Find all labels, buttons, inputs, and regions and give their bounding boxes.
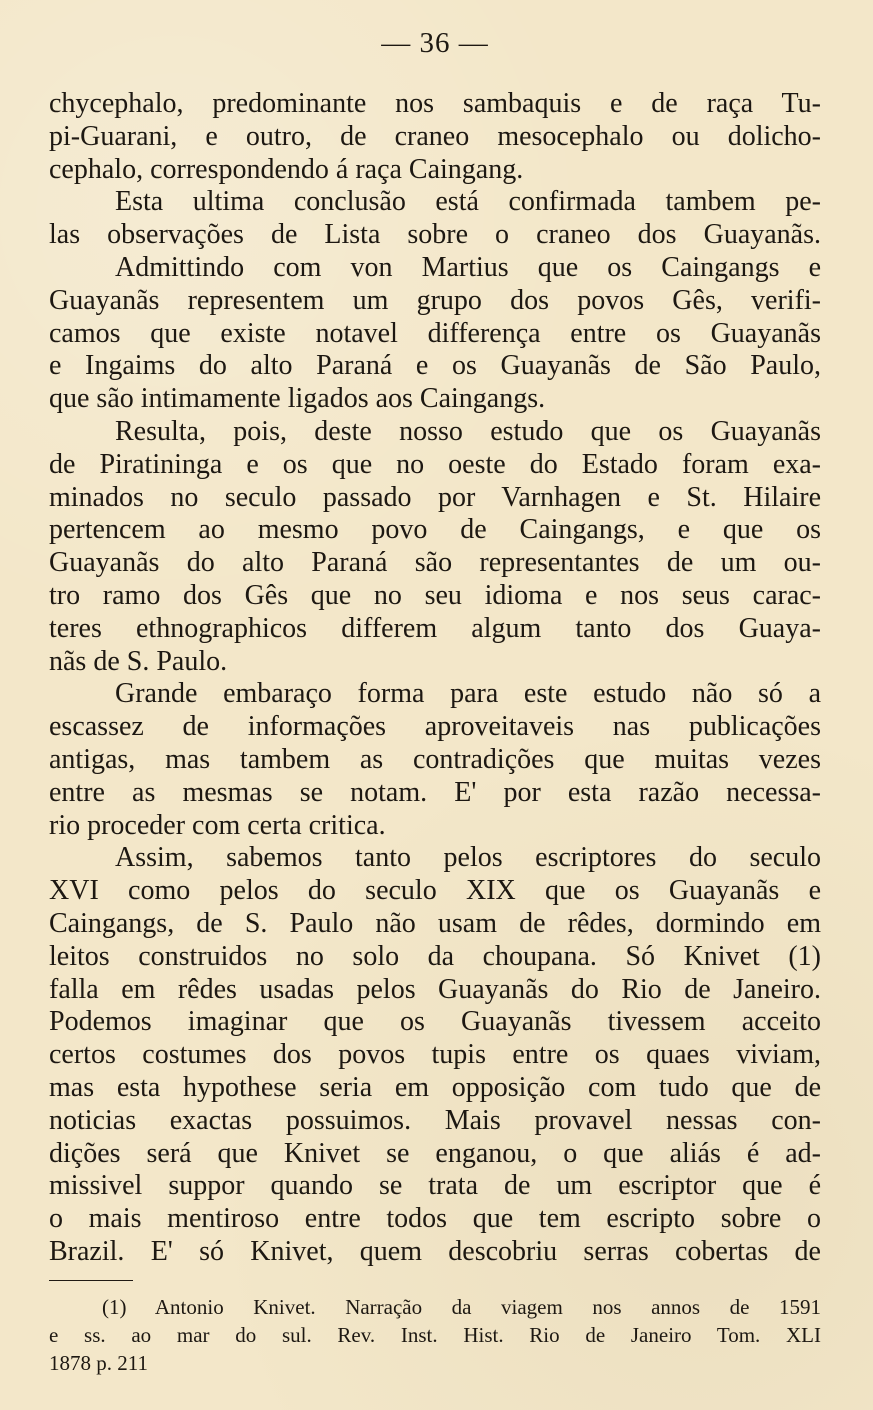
body-line: Admittindo com von Martius que os Caingangs e (115, 251, 821, 283)
body-line: de Piratininga e os que no oeste do Estado foram exa- (49, 448, 821, 480)
body-line: cephalo, correspondendo á raça Caingang. (49, 153, 524, 185)
body-line: rio proceder com certa critica. (49, 809, 386, 841)
body-line: certos costumes dos povos tupis entre os quaes viviam, (49, 1039, 821, 1071)
body-line: tro ramo dos Gês que no seu idioma e nos seus carac- (49, 579, 821, 611)
body-line: entre as mesmas se notam. E' por esta razão necessa- (49, 776, 821, 808)
body-line: pertencem ao mesmo povo de Caingangs, e que os (49, 514, 821, 546)
footnotes (49, 1293, 821, 1377)
footnote-line: (1) Antonio Knivet. Narração da viagem nos annos de 1591 (102, 1294, 821, 1319)
body-line: o mais mentiroso entre todos que tem escripto sobre o (49, 1203, 821, 1235)
body-line: teres ethnographicos differem algum tanto dos Guaya- (49, 612, 821, 644)
body-line: Caingangs, de S. Paulo não usam de rêdes, dormindo em (49, 907, 821, 939)
body-line: que são intimamente ligados aos Caingangs. (49, 383, 546, 415)
footnote-line: 1878 p. 211 (49, 1350, 148, 1375)
body-line: Guayanãs do alto Paraná são representantes de um ou- (49, 547, 821, 579)
body-line: minados no seculo passado por Varnhagen e St. Hilaire (49, 481, 821, 513)
body-line: nãs de S. Paulo. (49, 645, 228, 677)
body-line: chycephalo, predominante nos sambaquis e de raça Tu- (49, 88, 821, 119)
body-line: escassez de informações aproveitaveis nas publicações (49, 711, 821, 743)
body-line: dições será que Knivet se enganou, o que aliás é ad- (49, 1137, 821, 1169)
body-line: Grande embaraço forma para este estudo não só a (115, 678, 821, 710)
body-line: antigas, mas tambem as contradições que muitas vezes (49, 743, 821, 775)
body-line: mas esta hypothese seria em opposição com tudo que de (49, 1071, 821, 1103)
body-line: las observações de Lista sobre o craneo dos Guayanãs. (49, 219, 821, 251)
body-line: pi-Guarani, e outro, de craneo mesocephalo ou dolicho- (49, 120, 821, 152)
body-line: Assim, sabemos tanto pelos escriptores do seculo (115, 842, 821, 874)
body-line: falla em rêdes usadas pelos Guayanãs do Rio de Janeiro. (49, 973, 821, 1005)
body-line: camos que existe notavel differença entre os Guayanãs (49, 317, 821, 349)
body-text (49, 88, 821, 1269)
body-line: leitos construidos no solo da choupana. Só Knivet (1) (49, 940, 821, 972)
body-line: e Ingaims do alto Paraná e os Guayanãs de São Paulo, (49, 350, 821, 382)
footnote-divider (49, 1280, 133, 1281)
body-line: noticias exactas possuimos. Mais provavel nessas con- (49, 1104, 821, 1136)
body-line: Brazil. E' só Knivet, quem descobriu serras cobertas de (49, 1235, 821, 1267)
body-line: missivel suppor quando se trata de um escriptor que é (49, 1170, 821, 1202)
body-line: Guayanãs representem um grupo dos povos Gês, verifi- (49, 284, 821, 316)
page-number: — 36 — (381, 27, 489, 59)
body-line: Resulta, pois, deste nosso estudo que os Guayanãs (115, 415, 821, 447)
body-line: XVI como pelos do seculo XIX que os Guayanãs e (49, 875, 821, 907)
footnote-line: e ss. ao mar do sul. Rev. Inst. Hist. Rio de Janeiro Tom. XLI (49, 1322, 821, 1347)
body-line: Esta ultima conclusão está confirmada tambem pe- (115, 186, 821, 218)
body-line: Podemos imaginar que os Guayanãs tivessem acceito (49, 1006, 821, 1038)
